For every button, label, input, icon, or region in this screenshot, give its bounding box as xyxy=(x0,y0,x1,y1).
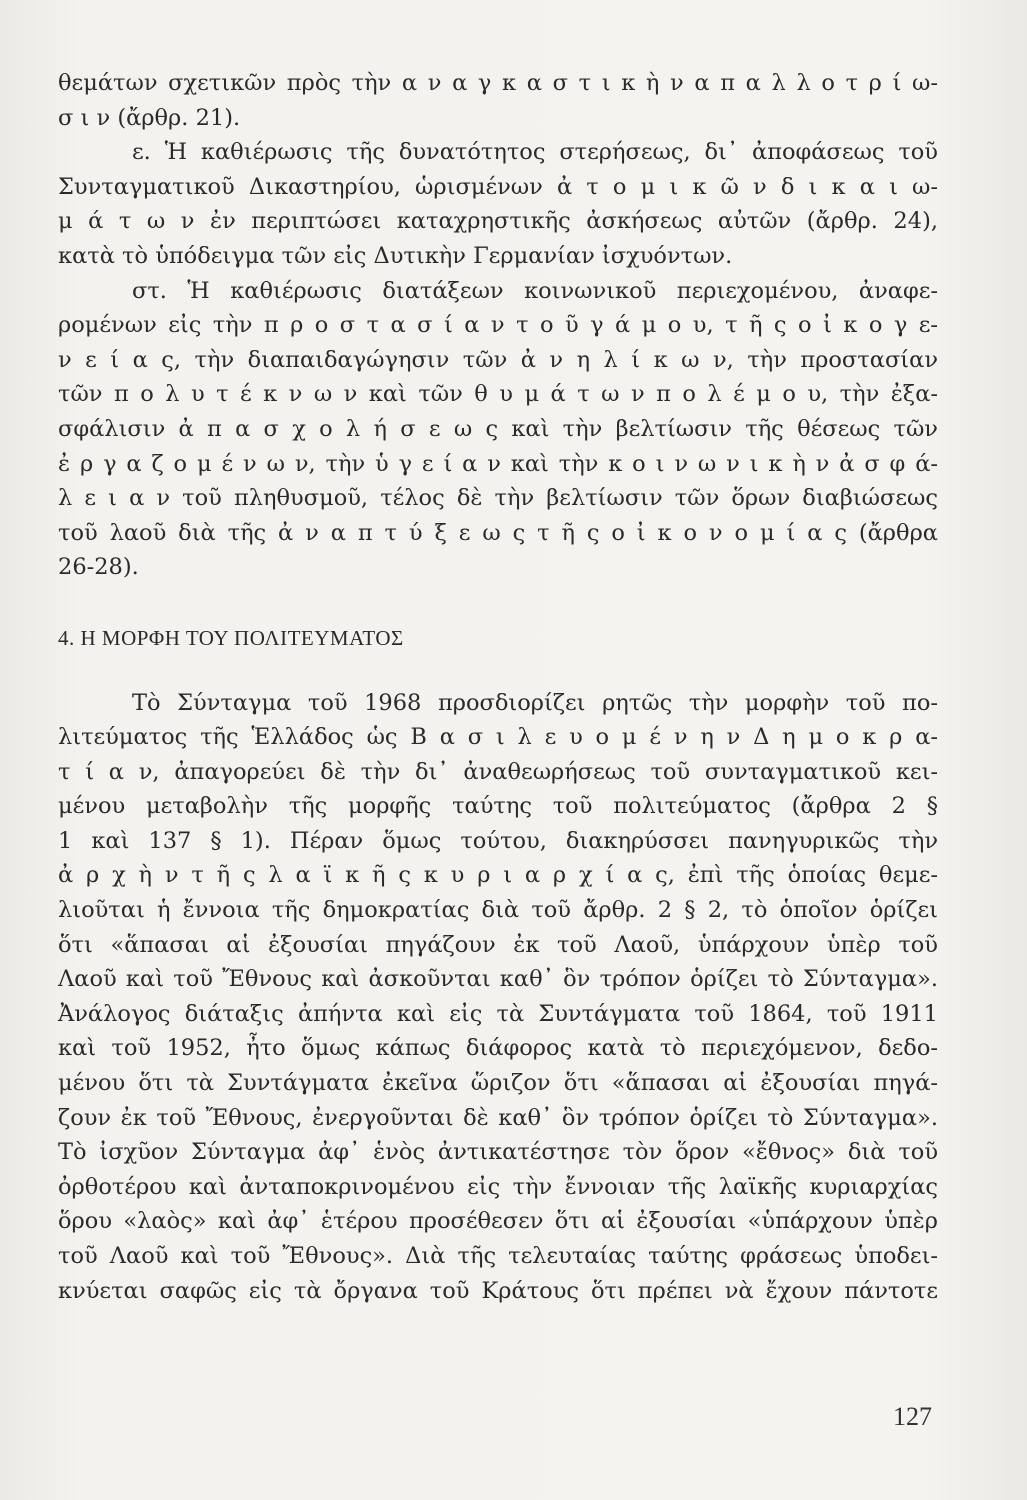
text-line: κατὰ τὸ ὑπόδειγμα τῶν εἰς Δυτικὴν Γερμανίαν ἰσχυόντων. xyxy=(58,242,733,269)
text-line: ἐ ρ γ α ζ ο μ έ ν ω ν, τὴν ὑ γ ε ί α ν καὶ τὴν κ ο ι ν ω ν ι κ ὴ ν ἀ σ φ ά- xyxy=(58,450,938,477)
text-line: Τὸ ἰσχῦον Σύνταγμα ἀφ᾽ ἑνὸς ἀντικατέστησε τὸν ὅρον «ἔθνος» διὰ τοῦ xyxy=(58,1139,938,1166)
text-line: τ ί α ν, ἀπαγορεύει δὲ τὴν δι᾽ ἀναθεωρήσεως τοῦ συνταγματικοῦ κει- xyxy=(58,758,938,785)
text-line: τοῦ Λαοῦ καὶ τοῦ Ἔθνους». Διὰ τῆς τελευταίας ταύτης φράσεως ὑποδει- xyxy=(58,1243,938,1269)
text-line: μένου μεταβολὴν τῆς μορφῆς ταύτης τοῦ πολιτεύματος (ἄρθρα 2 § xyxy=(58,793,938,820)
text-line: μ ά τ ω ν ἐν περιπτώσει καταχρηστικῆς ἀσκήσεως αὐτῶν (ἄρθρ. 24), xyxy=(58,208,938,235)
text-line: ε. Ἡ καθιέρωσις τῆς δυνατότητος στερήσεως, δι᾽ ἀποφάσεως τοῦ xyxy=(132,139,938,166)
text-line: κνύεται σαφῶς εἰς τὰ ὄργανα τοῦ Κράτους ὅτι πρέπει νὰ ἔχουν πάντοτε xyxy=(58,1277,938,1304)
text-line: Συνταγματικοῦ Δικαστηρίου, ὡρισμένων ἀ τ ο μ ι κ ῶ ν δ ι κ α ι ω- xyxy=(58,173,938,200)
text-line: ρομένων εἰς τὴν π ρ ο σ τ α σ ί α ν τ ο ῦ γ ά μ ο υ, τ ῆ ς ο ἰ κ ο γ ε- xyxy=(58,312,938,339)
text-line: ἀ ρ χ ὴ ν τ ῆ ς λ α ϊ κ ῆ ς κ υ ρ ι α ρ χ ί α ς, ἐπὶ τῆς ὁποίας θεμε- xyxy=(58,862,938,889)
text-line: ὅρου «λαὸς» καὶ ἀφ᾽ ἑτέρου προσέθεσεν ὅτι αἱ ἐξουσίαι «ὑπάρχουν ὑπὲρ xyxy=(58,1208,938,1235)
text-line: ὀρθοτέρου καὶ ἀνταποκρινομένου εἰς τὴν ἔννοιαν τῆς λαϊκῆς κυριαρχίας xyxy=(58,1173,938,1200)
text-line: στ. Ἡ καθιέρωσις διατάξεων κοινωνικοῦ περιεχομένου, ἀναφε- xyxy=(132,277,938,304)
text-line: Τὸ Σύνταγμα τοῦ 1968 προσδιορίζει ρητῶς τὴν μορφὴν τοῦ πο- xyxy=(132,689,938,716)
text-line: 26-28). xyxy=(58,554,139,581)
text-line: ν ε ί α ς, τὴν διαπαιδαγώγησιν τῶν ἀ ν η λ ί κ ω ν, τὴν προστασίαν xyxy=(58,346,938,373)
text-line: θεμάτων σχετικῶν πρὸς τὴν α ν α γ κ α σ τ ι κ ὴ ν α π α λ λ ο τ ρ ί ω- xyxy=(58,70,938,96)
text-line: ὅτι «ἅπασαι αἱ ἐξουσίαι πηγάζουν ἐκ τοῦ Λαοῦ, ὑπάρχουν ὑπὲρ τοῦ xyxy=(58,931,938,958)
text-line: μένου ὅτι τὰ Συντάγματα ἐκεῖνα ὥριζον ὅτι «ἅπασαι αἱ ἐξουσίαι πηγά- xyxy=(58,1070,938,1097)
text-line: καὶ τοῦ 1952, ἦτο ὅμως κάπως διάφορος κατὰ τὸ περιεχόμενον, δεδο- xyxy=(58,1035,938,1062)
text-line: ζουν ἐκ τοῦ Ἔθνους, ἐνεργοῦνται δὲ καθ᾽ ὃν τρόπον ὁρίζει τὸ Σύνταγμα». xyxy=(58,1104,938,1131)
text-line: σ ι ν (ἄρθρ. 21). xyxy=(58,104,241,131)
text-line: τῶν π ο λ υ τ έ κ ν ω ν καὶ τῶν θ υ μ ά τ ω ν π ο λ έ μ ο υ, τὴν ἐξα- xyxy=(58,381,938,408)
text-line: λιοῦται ἡ ἔννοια τῆς δημοκρατίας διὰ τοῦ ἄρθρ. 2 § 2, τὸ ὁποῖον ὁρίζει xyxy=(58,897,938,924)
text-line: σφάλισιν ἀ π α σ χ ο λ ή σ ε ω ς καὶ τὴν βελτίωσιν τῆς θέσεως τῶν xyxy=(58,415,938,442)
body-text xyxy=(58,66,938,1308)
text-line: Λαοῦ καὶ τοῦ Ἔθνους καὶ ἀσκοῦνται καθ᾽ ὃν τρόπον ὁρίζει τὸ Σύνταγμα». xyxy=(58,966,938,993)
text-line: Ἀνάλογος διάταξις ἀπήντα καὶ εἰς τὰ Συντάγματα τοῦ 1864, τοῦ 1911 xyxy=(58,1000,938,1027)
text-line: τοῦ λαοῦ διὰ τῆς ἀ ν α π τ ύ ξ ε ω ς τ ῆ ς ο ἰ κ ο ν ο μ ί α ς (ἄρθρα xyxy=(58,519,938,546)
text-line: λ ε ι α ν τοῦ πληθυσμοῦ, τέλος δὲ τὴν βελτίωσιν τῶν ὅρων διαβιώσεως xyxy=(58,485,938,512)
text-line: 1 καὶ 137 § 1). Πέραν ὅμως τούτου, διακηρύσσει πανηγυρικῶς τὴν xyxy=(58,827,938,854)
page-number: 127 xyxy=(893,1402,932,1431)
section-heading: 4. Η ΜΟΡΦΗ ΤΟΥ ΠΟΛΙΤΕΥΜΑΤΟΣ xyxy=(58,625,404,650)
text-line: λιτεύματος τῆς Ἑλλάδος ὡς Β α σ ι λ ε υ ο μ έ ν η ν Δ η μ ο κ ρ α- xyxy=(58,724,938,751)
